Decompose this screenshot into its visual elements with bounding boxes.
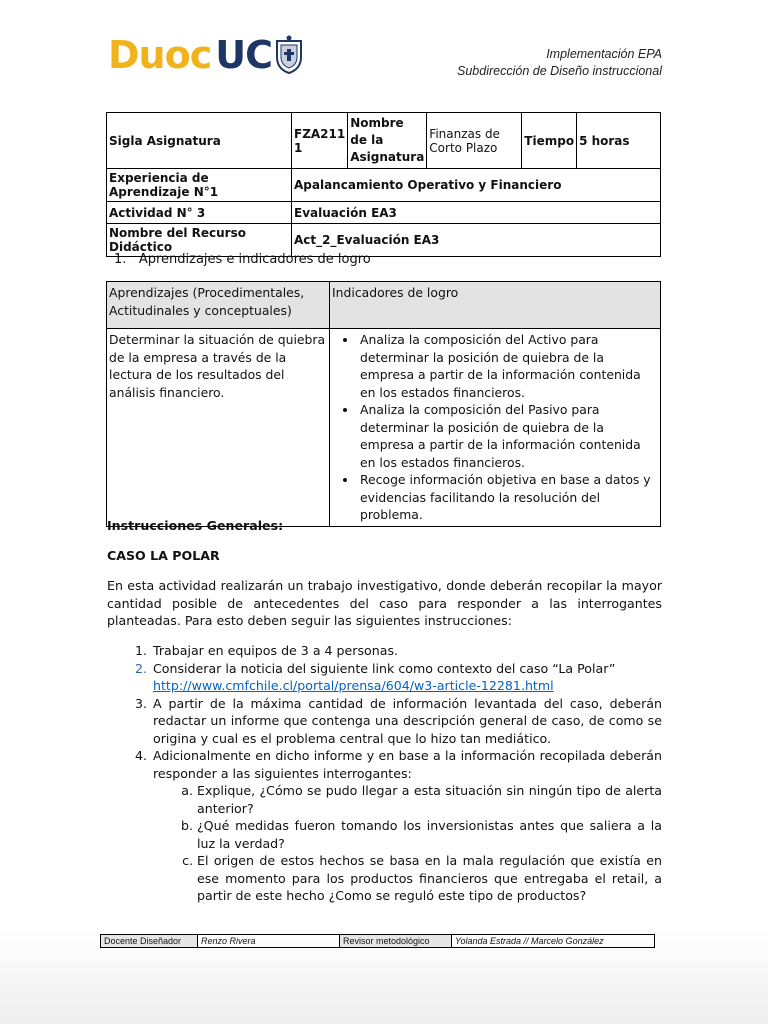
recurso-label: Nombre del Recurso Didáctico xyxy=(107,224,292,257)
docente-value: Renzo Rivera xyxy=(198,935,340,948)
seal-icon xyxy=(274,35,304,75)
actividad-label: Actividad N° 3 xyxy=(107,202,292,224)
sigla-label: Sigla Asignatura xyxy=(107,113,292,169)
indicadores-header: Indicadores de logro xyxy=(330,282,661,329)
tiempo-value: 5 horas xyxy=(577,113,661,169)
nombre-value: Finanzas de Corto Plazo xyxy=(427,113,522,169)
indicador-item: • Analiza la composición del Activo para determinar la posición de quiebra de la empresa a partir de la información contenida en los estados financieros. xyxy=(358,331,658,401)
docente-label: Docente Diseñador xyxy=(101,935,198,948)
instruction-item-2-text: Considerar la noticia del siguiente link como contexto del caso “La Polar” xyxy=(153,660,616,676)
nombre-label: Nombre de la Asignatura xyxy=(348,113,427,169)
question-c: c. El origen de estos hechos se basa en la mala regulación que existía en ese momento para los productos financieros que entregaba el retail, a partir de este hecho ¿Como se reguló este tipo de productos? xyxy=(197,852,662,905)
header-subtitle xyxy=(457,46,662,80)
instruction-item-4-text: Adicionalmente en dicho informe y en base a la información recopilada deberán responder a las siguientes interrogantes: xyxy=(153,748,662,781)
instructions-list xyxy=(107,642,662,905)
logo-text-duoc: Duoc xyxy=(108,33,212,77)
revisor-label: Revisor metodológico xyxy=(340,935,452,948)
indicadores-cell xyxy=(330,329,661,527)
footer-table xyxy=(100,934,655,948)
experiencia-value: Apalancamiento Operativo y Financiero xyxy=(292,169,661,202)
aprendizajes-header: Aprendizajes (Procedimentales, Actitudinales y conceptuales) xyxy=(107,282,330,329)
header-line-1: Implementación EPA xyxy=(546,47,662,61)
aprendizaje-cell: Determinar la situación de quiebra de la empresa a través de la lectura de los resultados del análisis financiero. xyxy=(107,329,330,527)
experiencia-label: Experiencia de Aprendizaje N°1 xyxy=(107,169,292,202)
section-heading-1 xyxy=(114,252,371,267)
actividad-value: Evaluación EA3 xyxy=(292,202,661,224)
header-line-2: Subdirección de Diseño instruccional xyxy=(457,64,662,78)
la-polar-link[interactable]: http://www.cmfchile.cl/portal/prensa/604/w3-article-12281.html xyxy=(153,678,554,693)
instruction-item-2 xyxy=(151,660,662,695)
indicador-item: • Analiza la composición del Pasivo para determinar la posición de quiebra de la empresa a partir de la información contenida en los estados financieros. xyxy=(358,401,658,471)
questions-list xyxy=(153,782,662,905)
question-a: a. Explique, ¿Cómo se pudo llegar a esta situación sin ningún tipo de alerta anterior? xyxy=(197,782,662,817)
indicadores-list xyxy=(332,331,658,524)
instructions-heading: Instrucciones Generales: xyxy=(107,518,284,533)
indicador-item: • Recoge información objetiva en base a datos y evidencias facilitando la resolución del problema. xyxy=(358,471,658,524)
instruction-item-3: 3. A partir de la máxima cantidad de información levantada del caso, deberán redactar un informe que contenga una descripción general de caso, de como se origina y cual es el problema central que lo hizo tan mediático. xyxy=(151,695,662,748)
instruction-item-1: 1. Trabajar en equipos de 3 a 4 personas. xyxy=(151,642,662,660)
tiempo-label: Tiempo xyxy=(522,113,577,169)
question-b: b. ¿Qué medidas fueron tomando los inversionistas antes que saliera a la luz la verdad? xyxy=(197,817,662,852)
section-number: 1. xyxy=(114,252,127,267)
course-info-table xyxy=(106,112,661,257)
instruction-item-4 xyxy=(151,747,662,905)
indicators-table xyxy=(106,281,661,527)
sigla-value: FZA211 1 xyxy=(292,113,348,169)
recurso-value: Act_2_Evaluación EA3 xyxy=(292,224,661,257)
duoc-uc-logo xyxy=(108,32,304,78)
section-title: Aprendizajes e indicadores de logro xyxy=(138,252,371,267)
instructions-list-container xyxy=(107,642,662,905)
revisor-value: Yolanda Estrada // Marcelo González xyxy=(452,935,655,948)
intro-paragraph: En esta actividad realizarán un trabajo investigativo, donde deberán recopilar la mayor cantidad posible de antecedentes del caso para responder a las interrogantes planteadas. Para esto deben seguir las siguientes instrucciones: xyxy=(107,578,662,628)
case-title: CASO LA POLAR xyxy=(107,548,220,563)
logo-text-uc: UC xyxy=(215,33,272,77)
